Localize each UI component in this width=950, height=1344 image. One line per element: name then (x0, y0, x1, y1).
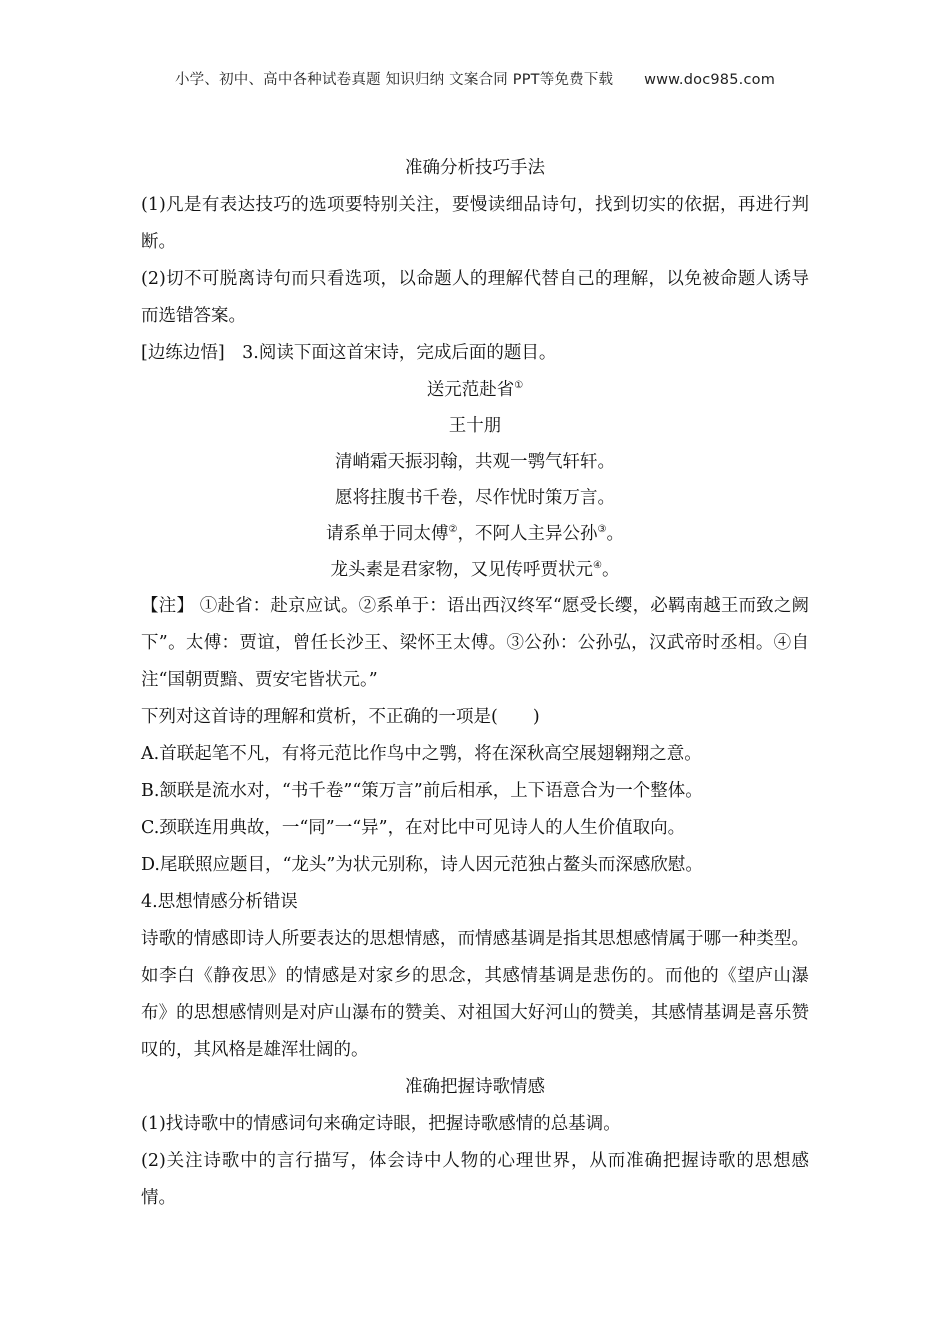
poem-title-text: 送元范赴省 (426, 380, 515, 400)
emotion-point-1: (1)找诗歌中的情感词句来确定诗眼，把握诗歌感情的总基调。 (141, 1114, 621, 1134)
exercise-intro: [边练边悟] 3.阅读下面这首宋诗，完成后面的题目。 (141, 343, 557, 363)
poem-line-3-part-c: 。 (606, 524, 624, 544)
document-body (141, 150, 809, 1217)
poem-notes: 【注】 ①赴省：赴京应试。②系单于：语出西汉终军“愿受长缨，必羁南越王而致之阙下”。太傅：贾谊，曾任长沙王、梁怀王太傅。③公孙：公孙弘，汉武帝时丞相。④自注“国朝贾黯、贾安宅皆状元。” (141, 596, 809, 690)
page-header (0, 68, 950, 89)
poem-author: 王十朋 (448, 416, 502, 436)
technique-point-2: (2)切不可脱离诗句而只看选项，以命题人的理解代替自己的理解，以免被命题人诱导而选错答案。 (141, 269, 809, 326)
poem-line-1: 清峭霜天振羽翰，共观一鹗气轩轩。 (335, 452, 615, 472)
section-title-emotion: 准确把握诗歌情感 (405, 1077, 545, 1097)
poem-line-3-part-b: ，不阿人主异公孙 (457, 524, 598, 544)
poem-line-4-part-b: 。 (601, 560, 620, 580)
footnote-3: ③ (597, 524, 607, 536)
header-text: 小学、初中、高中各种试卷真题 知识归纳 文案合同 PPT等免费下载 (174, 72, 614, 88)
technique-point-1: (1)凡是有表达技巧的选项要特别关注，要慢读细品诗句，找到切实的依据，再进行判断。 (141, 195, 809, 252)
poem-line-2: 愿将拄腹书千卷，尽作忧时策万言。 (335, 488, 615, 508)
poem-title (141, 372, 809, 408)
poem-line-3-part-a: 请系单于同太傅 (326, 524, 449, 544)
footnote-2: ② (448, 524, 458, 536)
poem-line-4 (141, 552, 809, 588)
option-b: B.颔联是流水对，“书千卷”“策万言”前后相承，上下语意合为一个整体。 (141, 781, 703, 801)
section-heading-emotion: 4.思想情感分析错误 (141, 892, 298, 912)
header-url[interactable]: www.doc985.com (644, 72, 776, 88)
option-c: C.颈联连用典故，一“同”一“异”，在对比中可见诗人的人生价值取向。 (141, 818, 686, 838)
question-stem: 下列对这首诗的理解和赏析，不正确的一项是( ) (141, 707, 540, 727)
option-a: A.首联起笔不凡，有将元范比作鸟中之鹗，将在深秋高空展翅翱翔之意。 (141, 744, 702, 764)
emotion-point-2: (2)关注诗歌中的言行描写，体会诗中人物的心理世界，从而准确把握诗歌的思想感情。 (141, 1151, 809, 1208)
poem-line-4-part-a: 龙头素是君家物，又见传呼贾状元 (330, 560, 594, 580)
poem-line-3 (141, 516, 809, 552)
footnote-4: ④ (593, 560, 602, 572)
section-title-technique: 准确分析技巧手法 (405, 158, 545, 178)
option-d: D.尾联照应题目，“龙头”为状元别称，诗人因元范独占鳌头而深感欣慰。 (141, 855, 703, 875)
poem-title-footnote: ① (514, 380, 524, 392)
emotion-explanation: 诗歌的情感即诗人所要表达的思想情感，而情感基调是指其思想感情属于哪一种类型。如李白《静夜思》的情感是对家乡的思念，其感情基调是悲伤的。而他的《望庐山瀑布》的思想感情则是对庐山瀑布的赞美、对祖国大好河山的赞美，其感情基调是喜乐赞叹的，其风格是雄浑壮阔的。 (141, 929, 809, 1060)
